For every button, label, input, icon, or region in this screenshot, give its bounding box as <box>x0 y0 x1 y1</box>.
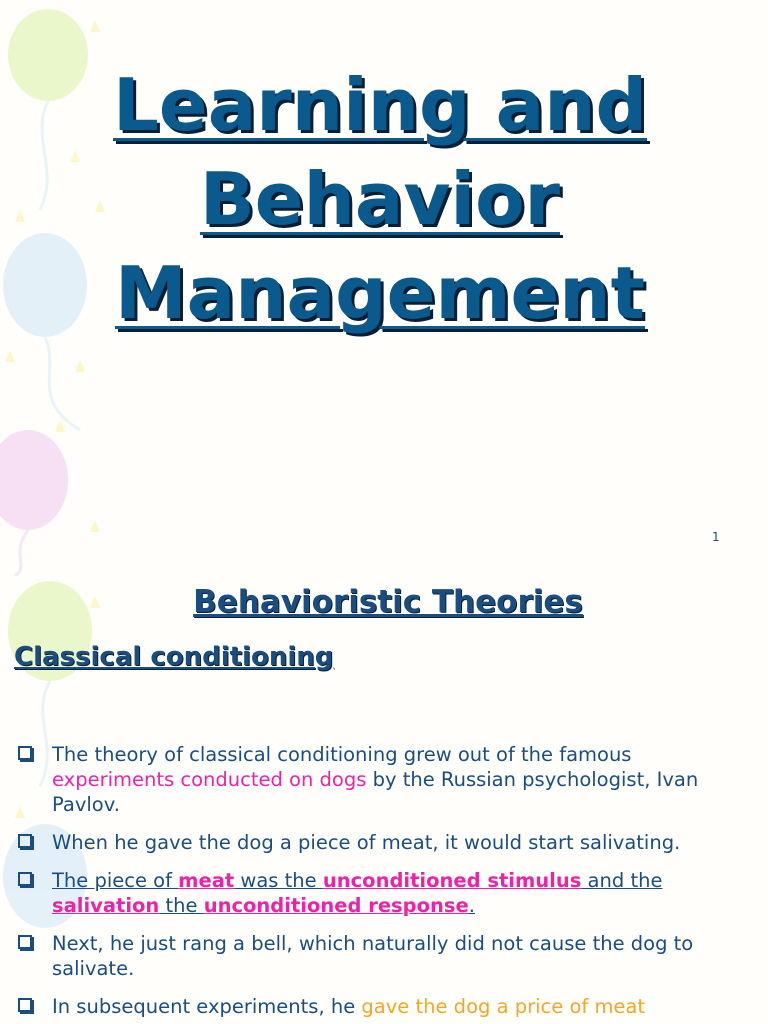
hollow-square-bullet-icon <box>18 872 32 886</box>
list-item <box>14 931 754 981</box>
list-item <box>14 830 754 855</box>
hollow-square-bullet-icon <box>18 998 32 1012</box>
highlight-text: gave the dog a price of meat <box>361 995 646 1018</box>
highlight-text: meat <box>178 869 235 892</box>
title-line-1: Learning and <box>113 63 647 147</box>
hollow-square-bullet-icon <box>18 834 32 848</box>
highlight-text: salivation <box>52 894 160 917</box>
hollow-square-bullet-icon <box>18 746 32 760</box>
bullet-text: In subsequent experiments, he <box>52 995 362 1018</box>
bullet-text: Next, he just rang a bell, which naturally did not cause the dog to salivate. <box>52 932 694 980</box>
page-number: 1 <box>712 530 720 544</box>
bullet-text: by the Russian psychologist, Ivan Pavlov. <box>52 768 699 816</box>
bullet-text: the <box>159 894 204 917</box>
title-line-2: Behavior <box>199 157 561 241</box>
highlight-text: unconditioned stimulus <box>322 869 582 892</box>
list-item <box>14 994 754 1019</box>
content-slide <box>0 576 768 1024</box>
section-subtitle: Classical conditioning <box>14 642 334 672</box>
hollow-square-bullet-icon <box>18 935 32 949</box>
bullet-text: When he gave the dog a piece of meat, it would start salivating. <box>52 831 681 854</box>
bullet-list <box>14 742 754 1024</box>
bullet-text: The theory of classical conditioning grew out of the famous <box>52 743 632 766</box>
title-line-3: Management <box>115 251 645 335</box>
bullet-text: . <box>468 894 475 917</box>
list-item <box>14 868 754 918</box>
bullet-text: and the <box>581 869 663 892</box>
bullet-text: was the <box>234 869 323 892</box>
slide-title <box>0 58 760 340</box>
highlight-text: unconditioned response <box>203 894 469 917</box>
highlight-text: experiments conducted on dogs <box>52 768 367 791</box>
list-item <box>14 742 754 817</box>
section-title: Behavioristic Theories <box>193 584 583 620</box>
bullet-text: The piece of <box>52 869 179 892</box>
